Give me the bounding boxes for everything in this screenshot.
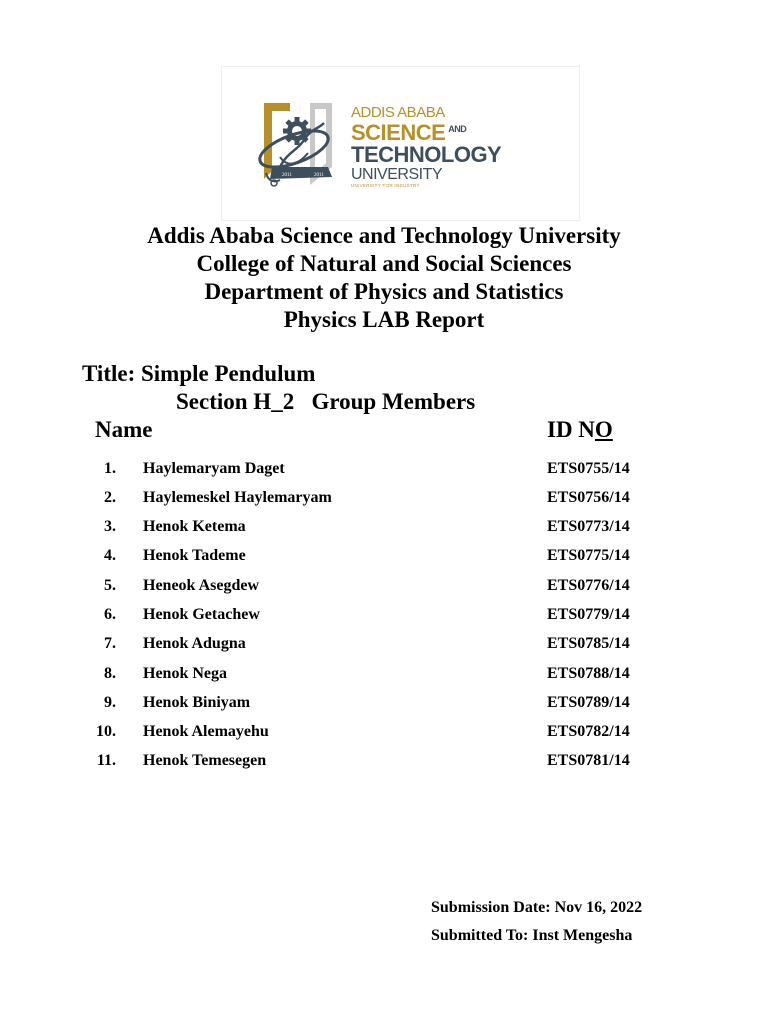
submitted-to: Submitted To: Inst Mengesha [431, 927, 633, 944]
member-row [0, 604, 768, 626]
svg-text:2011: 2011 [282, 173, 292, 178]
logo-line-4: UNIVERSITY [351, 166, 443, 183]
member-number: 5. [104, 577, 116, 594]
logo-and: AND [448, 124, 467, 134]
member-id: ETS0775/14 [547, 547, 630, 564]
member-id: ETS0788/14 [547, 665, 630, 682]
report-type-heading: Physics LAB Report [283, 307, 485, 332]
college-heading: College of Natural and Social Sciences [196, 251, 572, 276]
member-id: ETS0789/14 [547, 694, 630, 711]
member-row [0, 692, 768, 714]
section-group-heading: Section H_2 Group Members [176, 389, 476, 414]
member-id: ETS0773/14 [547, 518, 630, 535]
member-number: 2. [104, 489, 116, 506]
logo-wordmark [351, 105, 571, 189]
name-column-header: Name [95, 417, 153, 442]
submission-date: Submission Date: Nov 16, 2022 [431, 899, 643, 916]
logo-line-2: SCIENCE $^{AND}$ [351, 120, 467, 145]
member-name: Haylemeskel Haylemaryam [143, 489, 332, 506]
member-number: 4. [104, 547, 116, 564]
member-id: ETS0785/14 [547, 635, 630, 652]
member-name: Henok Getachew [143, 606, 260, 623]
member-row [0, 633, 768, 655]
member-number: 11. [96, 752, 116, 769]
member-name: Henok Adugna [143, 635, 246, 652]
member-number: 9. [104, 694, 116, 711]
member-name: Henok Nega [143, 665, 227, 682]
member-row [0, 663, 768, 685]
report-title: Title: Simple Pendulum [82, 361, 316, 386]
member-row [0, 516, 768, 538]
member-row [0, 575, 768, 597]
university-emblem-icon [222, 67, 352, 220]
member-name: Haylemaryam Daget [143, 460, 285, 477]
member-row [0, 721, 768, 743]
member-id: ETS0756/14 [547, 489, 630, 506]
member-row [0, 458, 768, 480]
university-heading: Addis Ababa Science and Technology University [147, 223, 621, 248]
member-number: 6. [104, 606, 116, 623]
member-number: 10. [96, 723, 116, 740]
member-number: 7. [104, 635, 116, 652]
member-number: 3. [104, 518, 116, 535]
member-number: 8. [104, 665, 116, 682]
logo-line-3: TECHNOLOGY [351, 142, 502, 167]
logo-tagline: UNIVERSITY FOR INDUSTRY [351, 183, 420, 188]
id-column-header: ID NO [547, 417, 613, 442]
member-name: Heneok Asegdew [143, 577, 259, 594]
svg-text:2011: 2011 [314, 173, 324, 178]
member-name: Henok Temesegen [143, 752, 267, 769]
department-heading: Department of Physics and Statistics [204, 279, 564, 304]
member-id: ETS0781/14 [547, 752, 630, 769]
member-name: Henok Tademe [143, 547, 246, 564]
member-id: ETS0776/14 [547, 577, 630, 594]
member-name: Henok Alemayehu [143, 723, 269, 740]
member-id: ETS0779/14 [547, 606, 630, 623]
member-row [0, 545, 768, 567]
member-id: ETS0782/14 [547, 723, 630, 740]
member-row [0, 750, 768, 772]
member-name: Henok Ketema [143, 518, 246, 535]
member-row [0, 487, 768, 509]
member-name: Henok Biniyam [143, 694, 251, 711]
logo-line-1: ADDIS ABABA [351, 104, 445, 121]
member-id: ETS0755/14 [547, 460, 630, 477]
university-logo [221, 66, 580, 221]
member-number: 1. [104, 460, 116, 477]
